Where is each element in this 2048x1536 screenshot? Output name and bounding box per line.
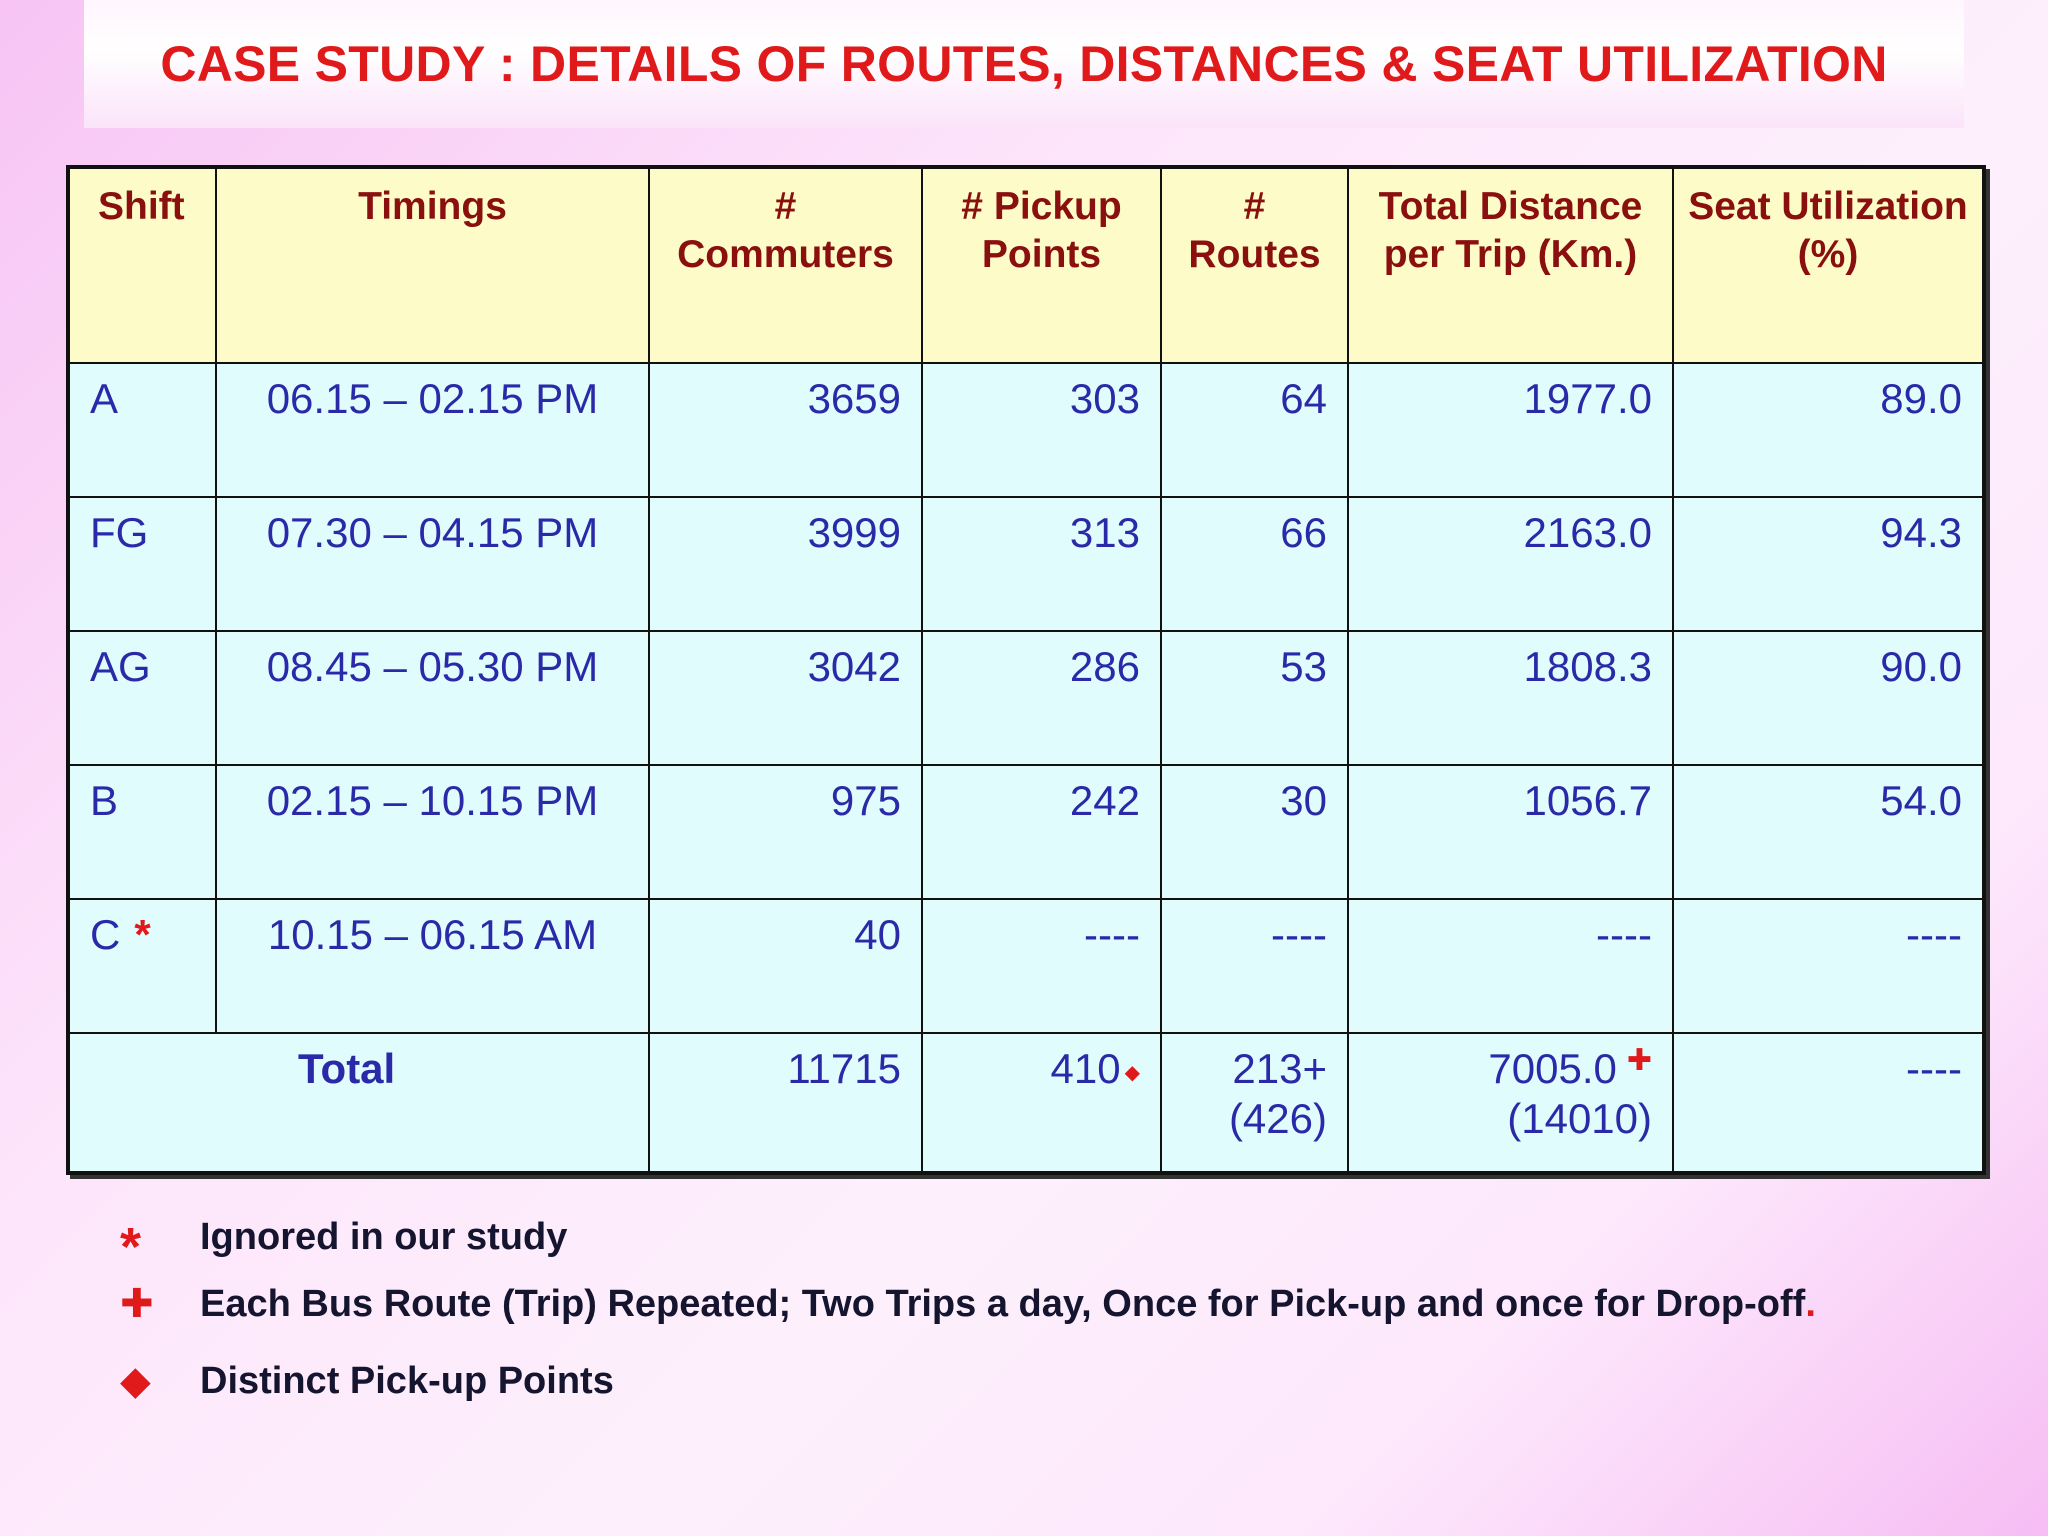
diamond-icon: ◆ bbox=[120, 1359, 151, 1403]
header-timings: Timings bbox=[216, 167, 649, 363]
cell-seat-util: 94.3 bbox=[1673, 497, 1984, 631]
cross-icon: ✚ bbox=[1626, 1044, 1652, 1077]
table-row bbox=[68, 899, 1984, 1033]
total-pickup-points bbox=[922, 1033, 1161, 1173]
total-distance-value-line bbox=[1369, 1044, 1652, 1094]
header-routes: # Routes bbox=[1161, 167, 1348, 363]
title-band bbox=[84, 0, 1964, 128]
cell-distance: 1056.7 bbox=[1348, 765, 1673, 899]
total-routes bbox=[1161, 1033, 1348, 1173]
cell-timings: 10.15 – 06.15 AM bbox=[216, 899, 649, 1033]
header-distance: Total Distance per Trip (Km.) bbox=[1348, 167, 1673, 363]
cell-distance: 1977.0 bbox=[1348, 363, 1673, 497]
table-row bbox=[68, 363, 1984, 497]
table-row bbox=[68, 497, 1984, 631]
cell-distance: 2163.0 bbox=[1348, 497, 1673, 631]
legend-text: Each Bus Route (Trip) Repeated; Two Trips a day, Once for Pick-up and once for Drop-off bbox=[200, 1282, 1806, 1325]
legend-item-repeated bbox=[120, 1281, 1816, 1327]
cell-commuters: 40 bbox=[649, 899, 922, 1033]
cell-timings: 08.45 – 05.30 PM bbox=[216, 631, 649, 765]
legend-period: . bbox=[1805, 1282, 1816, 1325]
cell-timings: 02.15 – 10.15 PM bbox=[216, 765, 649, 899]
cell-commuters: 3659 bbox=[649, 363, 922, 497]
cell-routes: ---- bbox=[1161, 899, 1348, 1033]
cell-routes: 53 bbox=[1161, 631, 1348, 765]
diamond-icon: ◆ bbox=[1124, 1062, 1140, 1084]
page-title: CASE STUDY : DETAILS OF ROUTES, DISTANCES & SEAT UTILIZATION bbox=[160, 36, 1888, 92]
legend-text: Ignored in our study bbox=[200, 1215, 568, 1258]
cell-seat-util: 89.0 bbox=[1673, 363, 1984, 497]
cell-pickup-points: 303 bbox=[922, 363, 1161, 497]
cell-pickup-points: 242 bbox=[922, 765, 1161, 899]
cell-commuters: 3042 bbox=[649, 631, 922, 765]
star-icon: * bbox=[120, 1217, 142, 1277]
header-seat-util: Seat Utilization (%) bbox=[1673, 167, 1984, 363]
shift-label: C bbox=[90, 911, 121, 958]
legend-text: Distinct Pick-up Points bbox=[200, 1359, 614, 1402]
legend-item-distinct bbox=[120, 1358, 614, 1404]
cell-timings: 06.15 – 02.15 PM bbox=[216, 363, 649, 497]
cell-shift: B bbox=[68, 765, 216, 899]
header-shift: Shift bbox=[68, 167, 216, 363]
total-routes-value: 213+ bbox=[1232, 1045, 1327, 1092]
cell-commuters: 975 bbox=[649, 765, 922, 899]
cell-routes: 30 bbox=[1161, 765, 1348, 899]
cell-seat-util: 90.0 bbox=[1673, 631, 1984, 765]
total-seat-util: ---- bbox=[1673, 1033, 1984, 1173]
cross-icon: ✚ bbox=[120, 1282, 154, 1326]
total-distance bbox=[1348, 1033, 1673, 1173]
total-distance-doubled: (14010) bbox=[1507, 1095, 1652, 1142]
cell-distance: ---- bbox=[1348, 899, 1673, 1033]
cell-commuters: 3999 bbox=[649, 497, 922, 631]
cell-distance: 1808.3 bbox=[1348, 631, 1673, 765]
cell-routes: 66 bbox=[1161, 497, 1348, 631]
total-pickup-value: 410 bbox=[1050, 1045, 1121, 1092]
cell-pickup-points: 313 bbox=[922, 497, 1161, 631]
cell-shift: AG bbox=[68, 631, 216, 765]
header-commuters: # Commuters bbox=[649, 167, 922, 363]
cell-pickup-points: 286 bbox=[922, 631, 1161, 765]
total-commuters: 11715 bbox=[649, 1033, 922, 1173]
header-row bbox=[68, 167, 1984, 363]
cell-seat-util: ---- bbox=[1673, 899, 1984, 1033]
cell-pickup-points: ---- bbox=[922, 899, 1161, 1033]
table-row bbox=[68, 631, 1984, 765]
cell-shift bbox=[68, 899, 216, 1033]
cell-shift: FG bbox=[68, 497, 216, 631]
table-row bbox=[68, 765, 1984, 899]
cell-timings: 07.30 – 04.15 PM bbox=[216, 497, 649, 631]
total-distance-value: 7005.0 bbox=[1488, 1045, 1617, 1092]
routes-table bbox=[66, 165, 1986, 1175]
cell-seat-util: 54.0 bbox=[1673, 765, 1984, 899]
total-routes-doubled: (426) bbox=[1228, 1095, 1327, 1142]
cell-shift: A bbox=[68, 363, 216, 497]
total-row bbox=[68, 1033, 1984, 1173]
legend-item-ignored bbox=[120, 1206, 568, 1277]
cell-routes: 64 bbox=[1161, 363, 1348, 497]
total-label: Total bbox=[68, 1033, 649, 1173]
ignored-star-icon: * bbox=[134, 911, 151, 958]
header-pickup-points: # Pickup Points bbox=[922, 167, 1161, 363]
